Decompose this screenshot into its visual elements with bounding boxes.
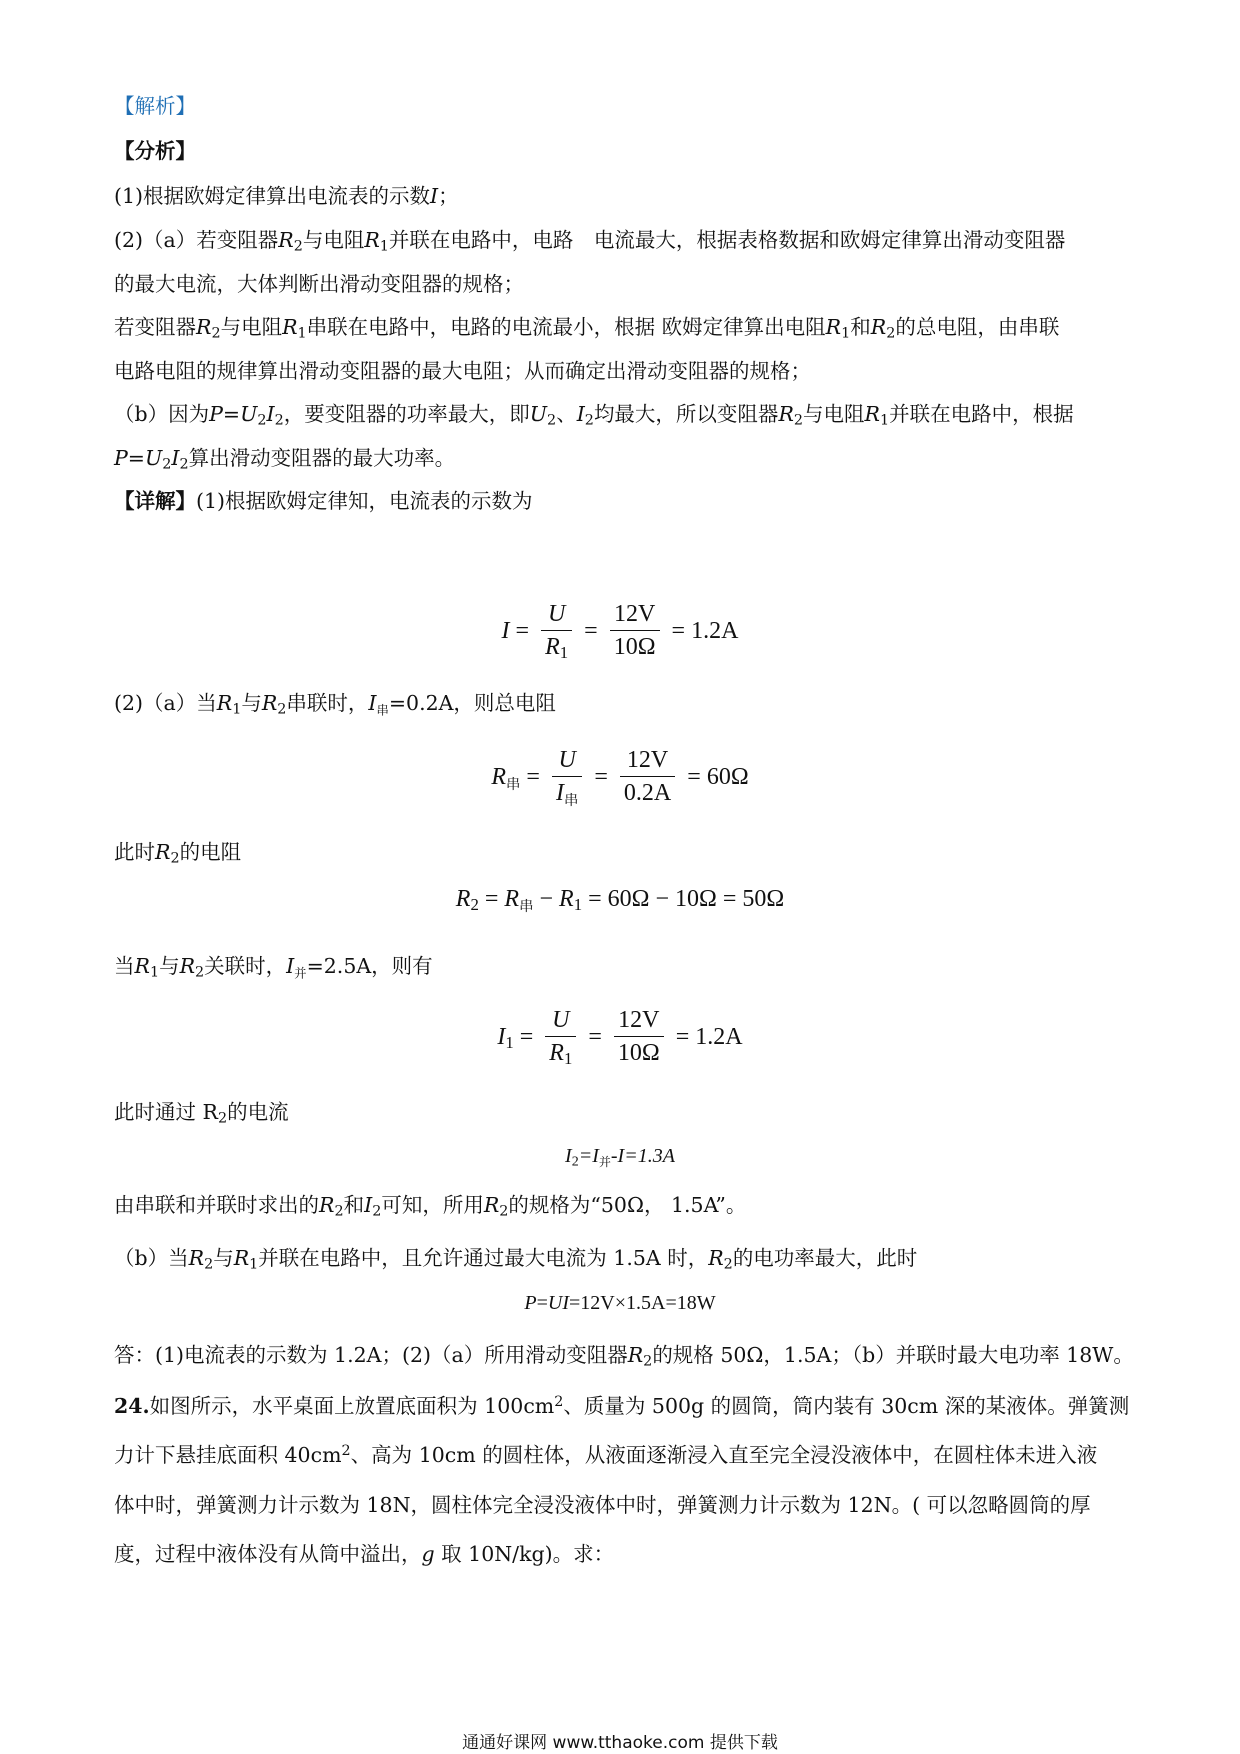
equation-2: $R_串$ = $\frac{U}{I_串}$ = $\frac{12V}{0.2A}$ = 60Ω xyxy=(0,744,1240,809)
equation-6: P=UI=12V×1.5A=18W xyxy=(524,1292,716,1314)
section-heading-jiexi: 【解析】 xyxy=(114,94,196,118)
equation-4: $I_1$ = $\frac{U}{R_1}$ = $\frac{12V}{10\Omega}$ = 1.2A xyxy=(0,1004,1240,1069)
question-24-line-4: 度，过程中液体没有从筒中溢出，g 取 10N/kg)。求： xyxy=(114,1542,615,1566)
question-24-line-3: 体中时，弹簧测力计示数为 18N，圆柱体完全浸没液体中时，弹簧测力计示数为 12N。( 可以忽略圆筒的厚 xyxy=(114,1493,1091,1517)
detail-line-1: 【详解】(1)根据欧姆定律知，电流表的示数为 xyxy=(114,489,533,513)
analysis-line-1: (1)根据欧姆定律算出电流表的示数I； xyxy=(114,184,459,208)
detail-line-5: 此时通过 $R_2$的电流 xyxy=(114,1100,289,1127)
analysis-line-3: 的最大电流，大体判断出滑动变阻器的规格； xyxy=(114,272,524,296)
detail-line-2: (2)（a）当$R_1$与$R_2$串联时，$I_串=0.2A$，则总电阻 xyxy=(114,691,556,718)
section-heading-fenxi: 【分析】 xyxy=(114,139,196,163)
equation-5: $I_2=I_并-I=1.3A$ xyxy=(565,1145,675,1170)
answer-line: 答：(1)电流表的示数为 1.2A；(2)（a）所用滑动变阻器$R_2$的规格 50Ω，1.5A；（b）并联时最大电功率 18W。 xyxy=(114,1343,1134,1370)
analysis-line-4: 若变阻器$R_2$与电阻$R_1$串联在电路中，电路的电流最小，根据 欧姆定律算出电阻$R_1$和$R_2$的总电阻，由串联 xyxy=(114,315,1060,342)
question-24-line-1: 24.如图所示，水平桌面上放置底面积为 $100cm^2$、质量为 500g 的圆筒，筒内装有 30cm 深的某液体。弹簧测 xyxy=(114,1393,1130,1418)
page-footer: 通通好课网 www.tthaoke.com 提供下载 xyxy=(462,1733,778,1753)
equation-3: $R_2 = R_串 - R_1 = 60\Omega - 10\Omega = 50\Omega$ xyxy=(455,886,785,916)
detail-line-4: 当$R_1$与$R_2$关联时，$I_并=2.5A$，则有 xyxy=(114,954,433,981)
detail-line-6: 由串联和并联时求出的$R_2$和$I_2$可知，所用$R_2$的规格为“50Ω， 1.5A”。 xyxy=(114,1193,747,1220)
analysis-line-6: （b）因为$P=U_2I_2$，要变阻器的功率最大，即$U_2$、$I_2$均最大，所以变阻器$R_2$与电阻$R_1$并联在电路中，根据 xyxy=(114,402,1074,429)
equation-1: I = $\frac{U}{R_1}$ = $\frac{12V}{10\Omega}$ = 1.2A xyxy=(0,598,1240,663)
detail-line-7: （b）当$R_2$与$R_1$并联在电路中，且允许通过最大电流为 1.5A 时，$R_2$的电功率最大，此时 xyxy=(114,1246,918,1273)
analysis-line-5: 电路电阻的规律算出滑动变阻器的最大电阻；从而确定出滑动变阻器的规格； xyxy=(114,359,811,383)
analysis-line-7: $P=U_2I_2$算出滑动变阻器的最大功率。 xyxy=(114,446,456,473)
detail-line-3: 此时$R_2$的电阻 xyxy=(114,840,242,867)
question-24-line-2: 力计下悬挂底面积 $40cm^2$、高为 10cm 的圆柱体，从液面逐渐浸入直至完全浸没液体中，在圆柱体未进入液 xyxy=(114,1442,1098,1467)
analysis-line-2: (2)（a）若变阻器$R_2$与电阻$R_1$并联在电路中，电路 电流最大，根据表格数据和欧姆定律算出滑动变阻器 xyxy=(114,228,1066,255)
